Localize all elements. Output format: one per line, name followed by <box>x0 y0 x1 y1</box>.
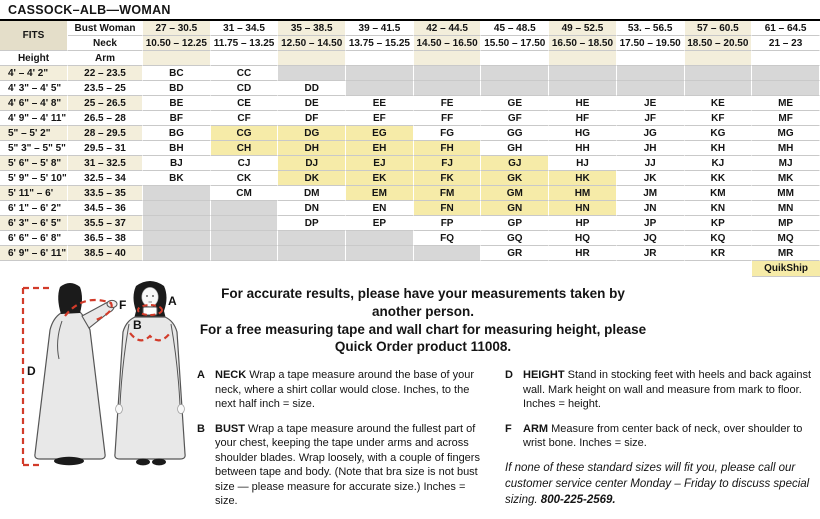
size-code-cell: HK <box>549 171 617 186</box>
size-code-cell: EN <box>346 201 414 216</box>
figure-label-arm: F <box>119 298 127 312</box>
size-code-cell: FN <box>414 201 482 216</box>
unavailable-cell <box>346 231 414 246</box>
size-code-cell: HG <box>549 126 617 141</box>
size-code-cell: CK <box>211 171 279 186</box>
size-code-cell: DF <box>278 111 346 126</box>
size-code-cell: MH <box>752 141 820 156</box>
height-range: 4' 6" – 4' 8" <box>0 96 68 111</box>
size-code-cell: GF <box>481 111 549 126</box>
size-code-cell: CC <box>211 66 279 81</box>
bust-range-header: 45 – 48.5 <box>481 21 549 36</box>
definition-letter: A <box>197 369 205 382</box>
arm-range: 28 – 29.5 <box>68 126 143 141</box>
size-row <box>0 81 820 96</box>
size-code-cell: JQ <box>617 231 685 246</box>
neck-range-header: 10.50 – 12.25 <box>143 36 211 51</box>
size-code-cell: FH <box>414 141 482 156</box>
height-range: 4' 9" – 4' 11" <box>0 111 68 126</box>
arm-range: 36.5 – 38 <box>68 231 143 246</box>
size-code-cell: EH <box>346 141 414 156</box>
height-range: 4' – 4' 2" <box>0 66 68 81</box>
size-code-cell: GE <box>481 96 549 111</box>
neck-range-header: 16.50 – 18.50 <box>549 36 617 51</box>
height-range: 6' 6" – 6' 8" <box>0 231 68 246</box>
unavailable-cell <box>549 81 617 96</box>
size-code-cell: HN <box>549 201 617 216</box>
unavailable-cell <box>685 81 753 96</box>
size-code-cell: DH <box>278 141 346 156</box>
neck-range-header: 21 – 23 <box>752 36 820 51</box>
size-code-cell: DD <box>278 81 346 96</box>
neck-range-header: 17.50 – 19.50 <box>617 36 685 51</box>
definition-term: BUST <box>215 422 245 435</box>
unavailable-cell <box>143 231 211 246</box>
size-code-cell: GQ <box>481 231 549 246</box>
size-code-cell: KE <box>685 96 753 111</box>
size-code-cell: MK <box>752 171 820 186</box>
header-spacer-cell <box>211 51 279 66</box>
size-code-cell: GJ <box>481 156 549 171</box>
arm-range: 38.5 – 40 <box>68 246 143 261</box>
size-code-cell: GK <box>481 171 549 186</box>
header-spacer-cell <box>752 51 820 66</box>
measurement-figure <box>2 279 198 482</box>
blank-cell <box>143 261 211 277</box>
unavailable-cell <box>211 216 279 231</box>
unavailable-cell <box>752 81 820 96</box>
size-code-cell: MP <box>752 216 820 231</box>
page-title: CASSOCK–ALB—WOMAN <box>0 0 820 21</box>
bust-range-header: 35 – 38.5 <box>278 21 346 36</box>
size-code-cell: JF <box>617 111 685 126</box>
size-code-cell: KM <box>685 186 753 201</box>
header-spacer-cell <box>278 51 346 66</box>
neck-range-header: 13.75 – 15.25 <box>346 36 414 51</box>
size-code-cell: KR <box>685 246 753 261</box>
size-code-cell: BC <box>143 66 211 81</box>
unavailable-cell <box>346 246 414 261</box>
size-code-cell: HR <box>549 246 617 261</box>
blank-cell <box>481 261 549 277</box>
height-range: 5" 3" – 5" 5" <box>0 141 68 156</box>
bust-range-header: 53. – 56.5 <box>617 21 685 36</box>
figure-label-bust: B <box>133 318 142 332</box>
neck-range-header: 11.75 – 13.25 <box>211 36 279 51</box>
size-code-cell: JM <box>617 186 685 201</box>
header-spacer-cell <box>549 51 617 66</box>
blank-cell <box>278 261 346 277</box>
size-row <box>0 186 820 201</box>
size-row <box>0 216 820 231</box>
height-column-label: Height <box>0 51 68 66</box>
neck-range-header: 18.50 – 20.50 <box>685 36 753 51</box>
size-code-cell: JN <box>617 201 685 216</box>
quikship-row <box>0 261 820 277</box>
arm-range: 26.5 – 28 <box>68 111 143 126</box>
size-code-cell: JE <box>617 96 685 111</box>
bust-range-header: 49 – 52.5 <box>549 21 617 36</box>
intro-line-2: For a free measuring tape and wall chart for measuring height, please Quick Order product 11008. <box>199 321 647 355</box>
height-range: 6' 3" – 6' 5" <box>0 216 68 231</box>
hair-back <box>58 283 82 314</box>
size-code-cell: DN <box>278 201 346 216</box>
definition-height <box>505 368 818 412</box>
size-row <box>0 171 820 186</box>
arm-range: 29.5 – 31 <box>68 141 143 156</box>
definition-term: HEIGHT <box>523 369 565 382</box>
header-spacer-cell <box>481 51 549 66</box>
unavailable-cell <box>211 246 279 261</box>
size-code-cell: EK <box>346 171 414 186</box>
size-code-cell: FE <box>414 96 482 111</box>
blank-cell <box>346 261 414 277</box>
size-code-cell: EG <box>346 126 414 141</box>
arm-range: 22 – 23.5 <box>68 66 143 81</box>
size-code-cell: DJ <box>278 156 346 171</box>
size-code-cell: BG <box>143 126 211 141</box>
size-code-cell: HE <box>549 96 617 111</box>
unavailable-cell <box>278 231 346 246</box>
blank-cell <box>617 261 685 277</box>
quikship-badge: QuikShip <box>752 261 820 277</box>
intro-line-1: For accurate results, please have your measurements taken by another person. <box>221 286 625 319</box>
size-code-cell: BJ <box>143 156 211 171</box>
definition-neck <box>197 368 488 412</box>
size-code-cell: CF <box>211 111 279 126</box>
neck-range-header: 14.50 – 16.50 <box>414 36 482 51</box>
size-code-cell: GG <box>481 126 549 141</box>
size-code-cell: JG <box>617 126 685 141</box>
size-code-cell: MM <box>752 186 820 201</box>
unavailable-cell <box>414 66 482 81</box>
size-code-cell: BH <box>143 141 211 156</box>
size-row <box>0 201 820 216</box>
size-code-cell: CM <box>211 186 279 201</box>
height-range: 6' 9" – 6' 11" <box>0 246 68 261</box>
definition-text: Stand in stocking feet with heels and back against wall. Mark height on wall and measure from mark to floor. Inches = height. <box>523 369 811 411</box>
height-range: 6' 1" – 6' 2" <box>0 201 68 216</box>
header-spacer-cell <box>685 51 753 66</box>
size-row <box>0 66 820 81</box>
special-sizing-note <box>505 461 818 509</box>
size-code-cell: CD <box>211 81 279 96</box>
size-code-cell: JP <box>617 216 685 231</box>
arm-range: 33.5 – 35 <box>68 186 143 201</box>
size-code-cell: KF <box>685 111 753 126</box>
unavailable-cell <box>685 66 753 81</box>
definition-text: Measure from center back of neck, over shoulder to wrist bone. Inches = size. <box>523 422 803 450</box>
size-code-cell: FM <box>414 186 482 201</box>
definition-body <box>215 368 488 412</box>
size-code-cell: KK <box>685 171 753 186</box>
bust-woman-label: Bust Woman <box>68 21 143 36</box>
bust-range-header: 27 – 30.5 <box>143 21 211 36</box>
size-code-cell: MQ <box>752 231 820 246</box>
bust-range-header: 61 – 64.5 <box>752 21 820 36</box>
size-code-cell: EJ <box>346 156 414 171</box>
size-code-cell: FF <box>414 111 482 126</box>
definition-letter: F <box>505 422 512 435</box>
bust-range-header: 42 – 44.5 <box>414 21 482 36</box>
unavailable-cell <box>211 201 279 216</box>
measurement-definitions <box>197 368 816 519</box>
definition-arm <box>505 422 818 451</box>
figure-label-neck: A <box>168 294 177 308</box>
size-code-cell: GR <box>481 246 549 261</box>
unavailable-cell <box>143 216 211 231</box>
definition-letter: D <box>505 369 513 382</box>
blank-cell <box>68 261 143 277</box>
size-code-cell: HJ <box>549 156 617 171</box>
size-code-cell: EP <box>346 216 414 231</box>
figure-back-view <box>35 283 117 465</box>
blank-cell <box>0 261 68 277</box>
measuring-instructions-section <box>0 279 820 508</box>
height-arm-header-row <box>0 51 820 66</box>
size-code-cell: EF <box>346 111 414 126</box>
blank-cell <box>414 261 482 277</box>
size-code-cell: EM <box>346 186 414 201</box>
header-spacer-cell <box>346 51 414 66</box>
arm-range: 32.5 – 34 <box>68 171 143 186</box>
size-code-cell: FQ <box>414 231 482 246</box>
unavailable-cell <box>481 81 549 96</box>
definition-term: NECK <box>215 369 247 382</box>
size-row <box>0 156 820 171</box>
size-code-cell: HP <box>549 216 617 231</box>
unavailable-cell <box>481 66 549 81</box>
bust-range-header: 39 – 41.5 <box>346 21 414 36</box>
size-code-cell: CE <box>211 96 279 111</box>
bust-range-header: 57 – 60.5 <box>685 21 753 36</box>
size-row <box>0 141 820 156</box>
size-table-body <box>0 66 820 261</box>
definition-body <box>523 422 818 451</box>
size-code-cell: BK <box>143 171 211 186</box>
size-code-cell: JJ <box>617 156 685 171</box>
size-code-cell: KP <box>685 216 753 231</box>
unavailable-cell <box>414 81 482 96</box>
size-code-cell: BD <box>143 81 211 96</box>
size-code-cell: KQ <box>685 231 753 246</box>
blank-cell <box>549 261 617 277</box>
size-code-cell: KH <box>685 141 753 156</box>
size-code-cell: GM <box>481 186 549 201</box>
size-code-cell: HQ <box>549 231 617 246</box>
definition-letter: B <box>197 422 205 435</box>
size-code-cell: CG <box>211 126 279 141</box>
arm-range: 35.5 – 37 <box>68 216 143 231</box>
definition-body <box>215 422 488 509</box>
unavailable-cell <box>143 186 211 201</box>
size-code-cell: FK <box>414 171 482 186</box>
definition-body <box>523 368 818 412</box>
size-code-cell: BF <box>143 111 211 126</box>
unavailable-cell <box>278 246 346 261</box>
fits-label: FITS <box>0 21 68 51</box>
intro-text <box>197 285 649 356</box>
bust-range-header: 31 – 34.5 <box>211 21 279 36</box>
size-code-cell: ME <box>752 96 820 111</box>
height-range: 5' 9" – 5' 10" <box>0 171 68 186</box>
size-code-cell: MF <box>752 111 820 126</box>
customer-service-phone: 800-225-2569. <box>540 493 616 506</box>
unavailable-cell <box>617 81 685 96</box>
size-code-cell: DM <box>278 186 346 201</box>
unavailable-cell <box>143 201 211 216</box>
cassock-figure-illustration <box>2 279 198 482</box>
definition-text: Wrap a tape measure around the fullest part of your chest, keeping the tape under arms and across shoulder blades. Wrap loosely, with a couple of fingers between tape and body. (Note that bra size is not bust size — please measure for accurate size.) Inches = size. <box>215 422 480 508</box>
unavailable-cell <box>346 66 414 81</box>
unavailable-cell <box>278 66 346 81</box>
header-spacer-cell <box>143 51 211 66</box>
height-range: 5' 6" – 5' 8" <box>0 156 68 171</box>
size-code-cell: HF <box>549 111 617 126</box>
size-code-cell: CJ <box>211 156 279 171</box>
definitions-column-right <box>505 368 818 519</box>
size-code-cell: CH <box>211 141 279 156</box>
size-code-cell: JK <box>617 171 685 186</box>
size-row <box>0 111 820 126</box>
neck-range-header: 12.50 – 14.50 <box>278 36 346 51</box>
arm-range: 23.5 – 25 <box>68 81 143 96</box>
size-code-cell: HH <box>549 141 617 156</box>
definition-bust <box>197 422 488 509</box>
size-code-cell: GN <box>481 201 549 216</box>
header-spacer-cell <box>414 51 482 66</box>
header-spacer-cell <box>617 51 685 66</box>
neck-label: Neck <box>68 36 143 51</box>
definition-term: ARM <box>523 422 549 435</box>
unavailable-cell <box>752 66 820 81</box>
size-code-cell: HM <box>549 186 617 201</box>
size-code-cell: FG <box>414 126 482 141</box>
size-row <box>0 246 820 261</box>
bust-header-row <box>0 21 820 36</box>
definitions-column-left <box>197 368 488 519</box>
blank-cell <box>685 261 753 277</box>
special-sizing-text: If none of these standard sizes will fit you, please call our customer service center Monday – Friday to discuss special sizing. <box>505 461 810 506</box>
size-row <box>0 126 820 141</box>
size-code-cell: FP <box>414 216 482 231</box>
size-code-cell: DG <box>278 126 346 141</box>
size-code-cell: MG <box>752 126 820 141</box>
size-code-cell: GP <box>481 216 549 231</box>
figure-label-height: D <box>27 364 36 378</box>
unavailable-cell <box>143 246 211 261</box>
size-code-cell: KJ <box>685 156 753 171</box>
size-code-cell: FJ <box>414 156 482 171</box>
arm-range: 34.5 – 36 <box>68 201 143 216</box>
unavailable-cell <box>211 231 279 246</box>
blank-cell <box>211 261 279 277</box>
size-code-cell: KN <box>685 201 753 216</box>
height-range: 5' 11" – 6' <box>0 186 68 201</box>
unavailable-cell <box>346 81 414 96</box>
neck-range-header: 15.50 – 17.50 <box>481 36 549 51</box>
definition-text: Wrap a tape measure around the base of your neck, where a shirt collar would close. Inches, to the next half inch = size. <box>215 369 475 411</box>
height-range: 5" – 5' 2" <box>0 126 68 141</box>
size-row <box>0 231 820 246</box>
size-chart-table <box>0 21 820 277</box>
neck-header-row <box>0 36 820 51</box>
arm-range: 25 – 26.5 <box>68 96 143 111</box>
unavailable-cell <box>414 246 482 261</box>
size-code-cell: KG <box>685 126 753 141</box>
size-code-cell: JR <box>617 246 685 261</box>
size-code-cell: MR <box>752 246 820 261</box>
size-code-cell: MN <box>752 201 820 216</box>
size-code-cell: BE <box>143 96 211 111</box>
size-code-cell: GH <box>481 141 549 156</box>
height-range: 4' 3" – 4' 5" <box>0 81 68 96</box>
size-code-cell: DE <box>278 96 346 111</box>
size-code-cell: JH <box>617 141 685 156</box>
unavailable-cell <box>617 66 685 81</box>
instructions-content <box>197 283 816 519</box>
arm-column-label: Arm <box>68 51 143 66</box>
size-code-cell: EE <box>346 96 414 111</box>
unavailable-cell <box>549 66 617 81</box>
size-row <box>0 96 820 111</box>
size-code-cell: DK <box>278 171 346 186</box>
arm-range: 31 – 32.5 <box>68 156 143 171</box>
size-code-cell: MJ <box>752 156 820 171</box>
size-code-cell: DP <box>278 216 346 231</box>
